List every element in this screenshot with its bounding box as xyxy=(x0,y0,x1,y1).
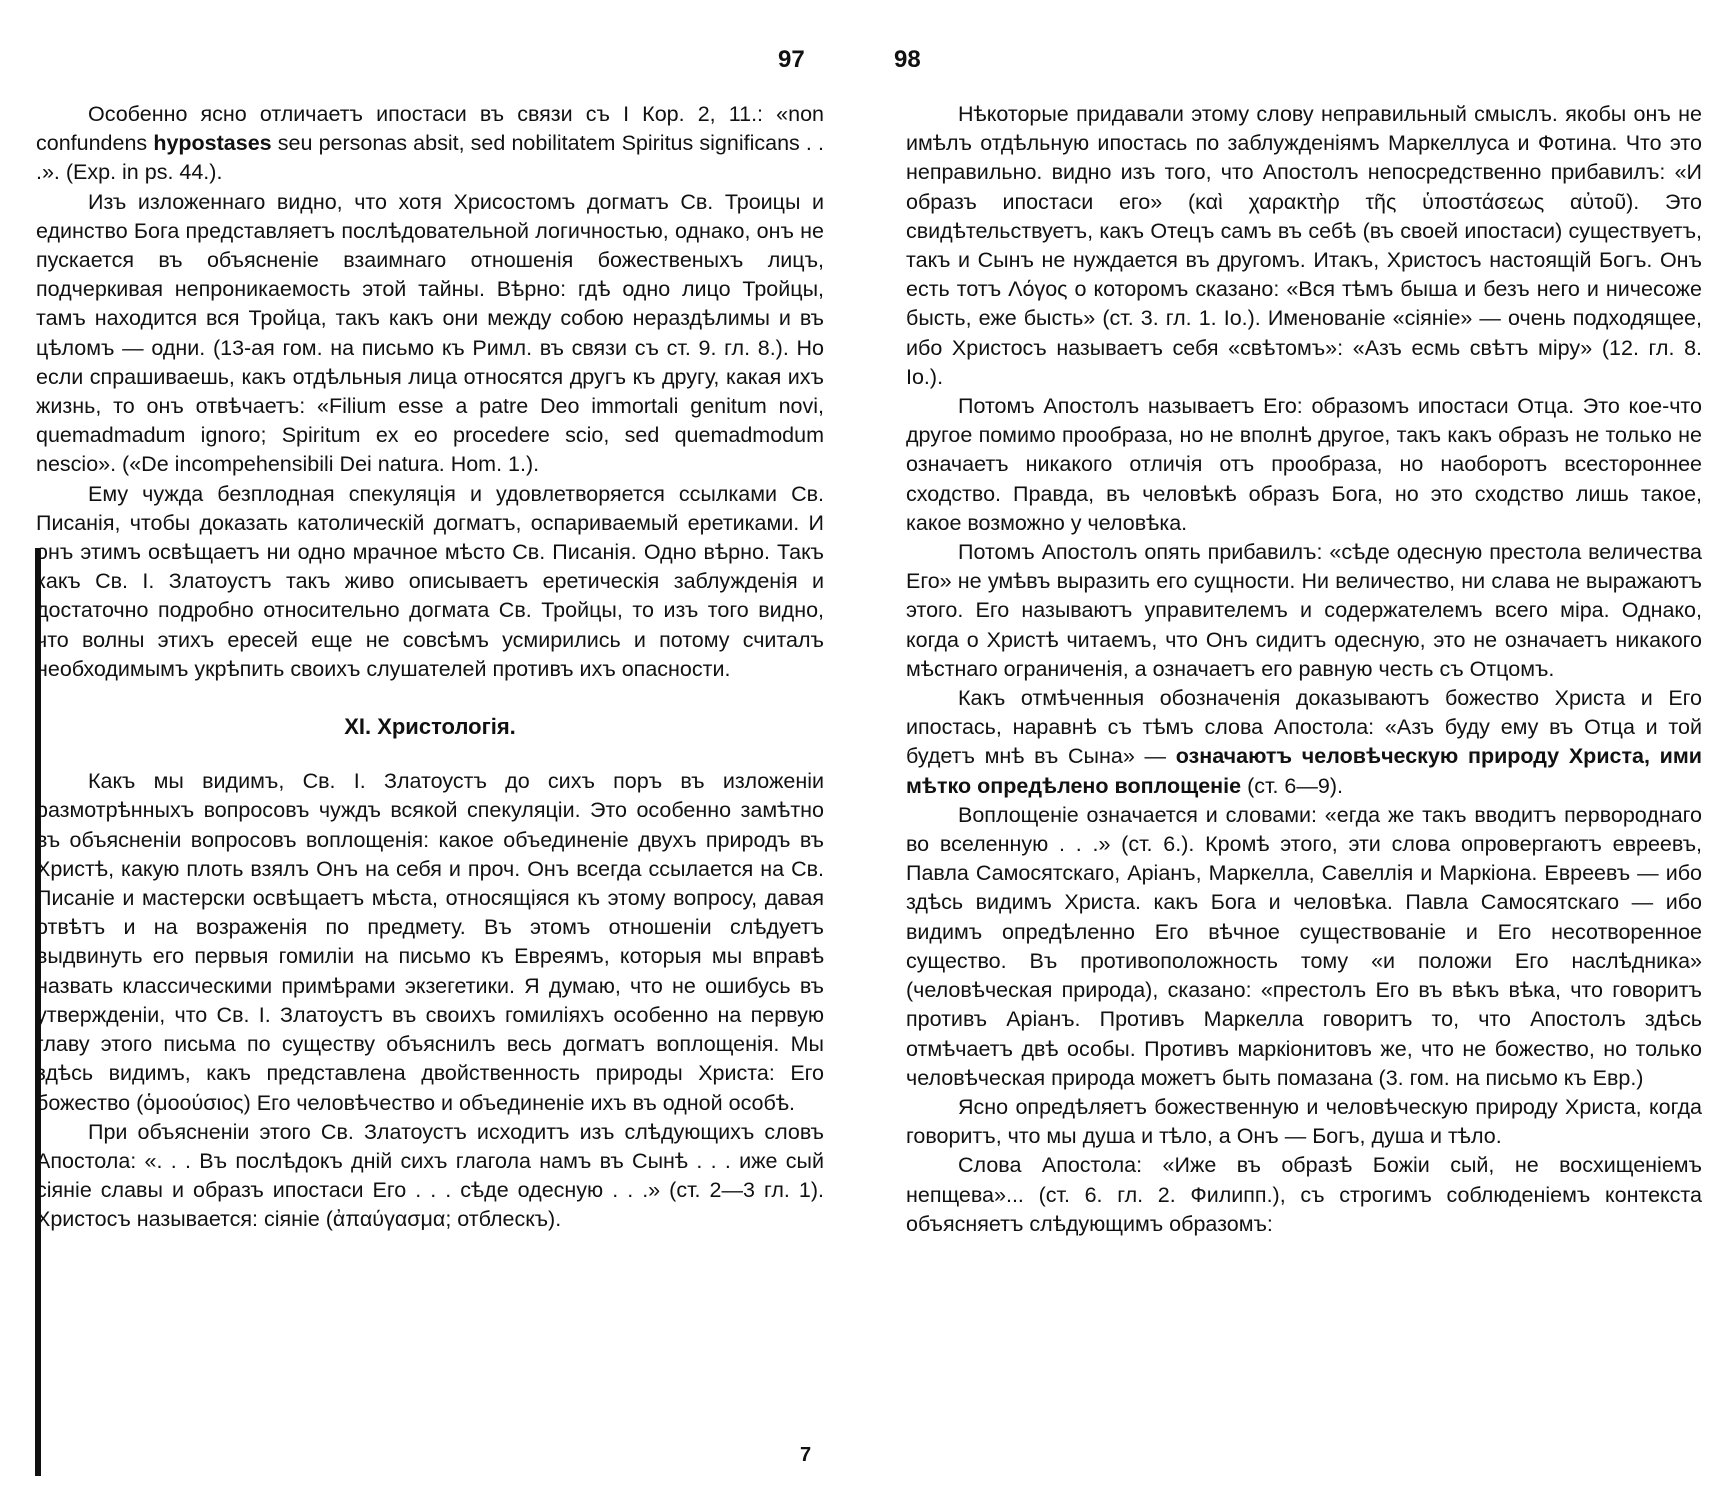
paragraph: Слова Апостола: «Иже въ образѣ Божiи сый, не восхищенiемъ непщева»... (ст. 6. гл. 2. Филипп.), съ строгимъ соблюденiемъ контекста объясняетъ слѣдующимъ образомъ: xyxy=(906,1153,1702,1236)
signature-mark: 7 xyxy=(800,1444,812,1466)
paragraph: Какъ отмѣченныя обозначенiя доказываютъ божество Христа и Его ипостась, наравнѣ съ тѣмъ слова Апостола: «Азъ буду ему въ Отца и той будетъ мнѣ въ Сына» — означаютъ человѣческую природу Христа, ими мѣтко опредѣлено воплощенiе (ст. 6—9). xyxy=(906,686,1702,798)
paragraph: Ясно опредѣляетъ божественную и человѣческую природу Христа, когда говоритъ, что мы душа и тѣло, а Онъ — Богъ, душа и тѣло. xyxy=(906,1094,1702,1149)
page-number-left: 97 xyxy=(778,46,805,73)
paragraph: Потомъ Апостолъ называетъ Его: образомъ ипостаси Отца. Это кое-что другое помимо прообраза, но не вполнѣ другое, такъ какъ образъ не только не означаетъ никакого отличiя отъ прообраза, но наоборотъ всестороннее сходство. Правда, въ человѣкѣ образъ Бога, но это сходство лишь такое, какое возможно у человѣка. xyxy=(906,394,1702,535)
paragraph: Нѣкоторые придавали этому слову неправильный смыслъ. якобы онъ не имѣлъ отдѣльную ипостась по заблужденiямъ Маркеллуса и Фотина. Что это неправильно. видно изъ того, что Апостолъ непосредственно прибавилъ: «И образъ ипостаси его» (καὶ χαρακτὴρ τῆς ὑποστάσεως αὐτοῦ). Это свидѣтельствуетъ, какъ Отецъ самъ въ себѣ (въ своей ипостаси) существуетъ, такъ и Сынъ не нуждается въ другомъ. Итакъ, Христосъ настоящiй Богъ. Онъ есть тотъ Λόγος о которомъ сказано: «Вся тѣмъ быша и безъ него и ничесоже бысть, еже бысть» (ст. 3. гл. 1. Io.). Именованiе «сiянiе» — очень подходящее, ибо Христосъ называетъ себя «свѣтомъ»: «Азъ есмь свѣтъ мiру» (12. гл. 8. Io.). xyxy=(906,102,1702,389)
right-page-text xyxy=(906,100,1702,1239)
paragraph: Ему чужда безплодная спекуляцiя и удовлетворяется ссылками Св. Писанiя, чтобы доказать католическiй догматъ, оспариваемый еретиками. И онъ этимъ освѣщаетъ ни одно мрачное мѣсто Св. Писанiя. Одно вѣрно. Такъ какъ Св. I. Златоустъ такъ живо описываетъ еретическiя заблужденiя и достаточно подробно относительно догмата Св. Тройцы, то изъ того видно, что волны этихъ ересей еще не совсѣмъ усмирились и потому считалъ необходимымъ укрѣпить своихъ слушателей противъ ихъ опасности. xyxy=(36,481,824,681)
paragraph: Воплощенiе означается и словами: «егда же такъ вводитъ первороднаго во вселенную . . .» (ст. 6.). Кромѣ этого, эти слова опровергаютъ евреевъ, Павла Самосятскаго, Арiанъ, Маркелла, Савеллiя и Маркiона. Евреевъ — ибо здѣсь видимъ Христа. какъ Бога и человѣка. Павла Самосятскаго — ибо видимъ опредѣленно Его вѣчное существованiе и Его несотворенное существо. Въ противоположность тому «и положи Его наслѣдника» (человѣческая природа), сказано: «престолъ Его въ вѣкъ вѣка, что говоритъ противъ Арiанъ. Противъ Маркелла говоритъ то, что Апостолъ здѣсь отмѣчаетъ двѣ особы. Противъ маркiонитовъ же, что не божество, но только человѣческая природа можетъ быть помазана (3. гом. на письмо къ Евр.) xyxy=(906,802,1702,1090)
left-page-text xyxy=(36,100,824,1235)
paragraph: Изъ изложеннаго видно, что хотя Хрисостомъ догматъ Св. Троицы и единство Бога представляетъ послѣдовательной логичностью, однако, онъ не пускается въ объясненiе взаимнаго отношенiя божественыхъ лицъ, подчеркивая непроникаемость этой тайны. Вѣрно: гдѣ одно лицо Тройцы, тамъ находится вся Тройца, такъ какъ они между собою нераздѣлимы и въ цѣломъ — одни. (13-ая гом. на письмо къ Римл. въ связи съ ст. 9. гл. 8.). Но если спрашиваешь, какъ отдѣльныя лица относятся другъ къ другу, какая ихъ жизнь, то онъ отвѣчаетъ: «Filium esse a patre Deo immortali genitum novi, quemadmadum ignoro; Spiritum ex eo procedere scio, sed quemadmodum nescio». («De incompehensibili Dei natura. Hom. 1.). xyxy=(36,189,824,477)
section-heading: XI. Христологія. xyxy=(344,714,516,740)
paragraph: При объясненiи этого Св. Златоустъ исходитъ изъ слѣдующихъ словъ Апостола: «. . . Въ послѣдокъ днiй сихъ глагола намъ въ Сынѣ . . . иже сый сiянiе славы и образъ ипостаси Его . . . сѣде одесную . . .» (ст. 2—3 гл. 1). Христосъ называется: сiянiе (ἀπαύγασμα; отблескъ). xyxy=(36,1119,824,1232)
page-number-right: 98 xyxy=(894,46,921,73)
paragraph: Какъ мы видимъ, Св. I. Златоустъ до сихъ поръ въ изложенiи размотрѣнныхъ вопросовъ чуждъ всякой спекуляцiи. Это особенно замѣтно въ объясненiи вопросовъ воплощенiя: какое объединенiе двухъ природъ въ Христѣ, какую плоть взялъ Онъ на себя и проч. Онъ всегда ссылается на Св. Писанiе и мастерски освѣщаетъ мѣста, относящiяся къ этому вопросу, давая отвѣтъ и на возраженiя по предмету. Въ этомъ отношенiи слѣдуетъ выдвинуть его первыя гомилiи на письмо къ Евреямъ, которыя мы вправѣ назвать классическими примѣрами экзегетики. Я думаю, что не ошибусь въ утвержденiи, что Св. I. Златоустъ въ своихъ гомилiяхъ особенно на первую главу этого письма по существу объяснилъ весь догматъ воплощенiя. Мы здѣсь видимъ, какъ представлена двойственность природы Христа: Его божество (ὁμοούσιος) Его человѣчество и объединенiе ихъ въ одной особѣ. xyxy=(36,769,824,1115)
paragraph: Особенно ясно отличаетъ ипостаси въ связи съ I Кор. 2, 11.: «non confundens hypostases seu personas absit, sed nobilitatem Spiritus significans . . .». (Exp. in ps. 44.). xyxy=(36,102,824,185)
paragraph: Потомъ Апостолъ опять прибавилъ: «сѣде одесную престола величества Его» не умѣвъ выразить его сущности. Ни величество, ни слава не выражаютъ этого. Его называютъ управителемъ и содержателемъ всего мiра. Однако, когда о Христѣ читаемъ, что Онъ сидитъ одесную, это не означаетъ никакого мѣстнаго ограниченiя, а означаетъ его равную честь съ Отцомъ. xyxy=(906,540,1702,681)
